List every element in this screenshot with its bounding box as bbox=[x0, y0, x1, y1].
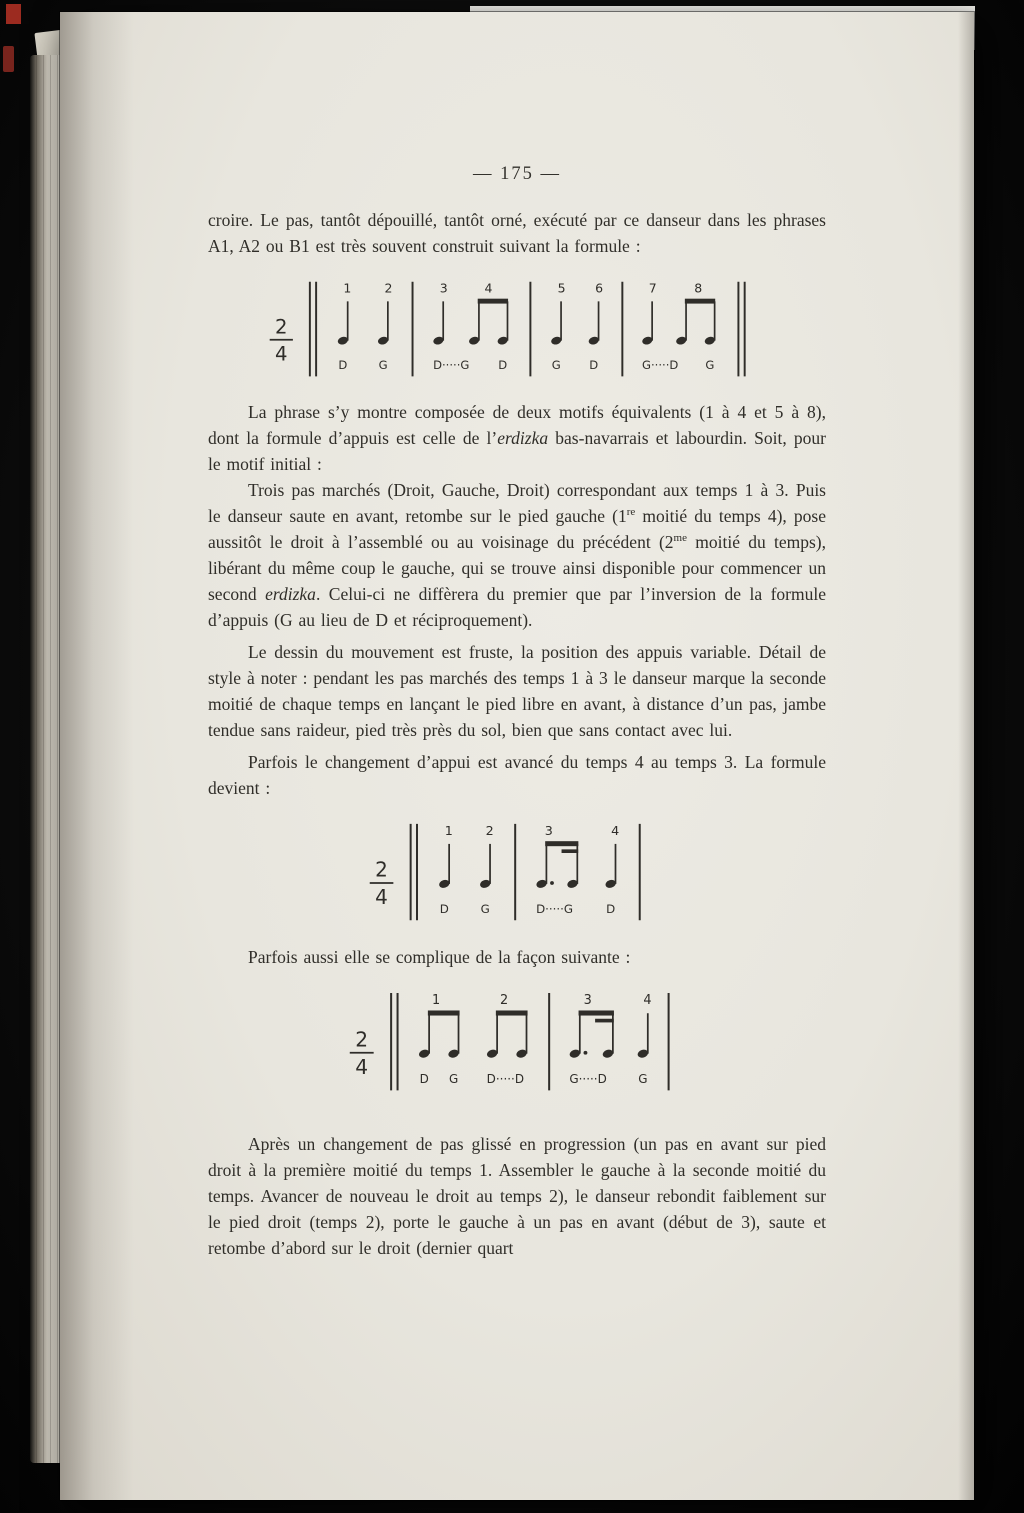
beat-numbers bbox=[432, 993, 652, 1008]
quarter-note-icon bbox=[479, 844, 491, 889]
page-number: — 175 — bbox=[473, 164, 561, 184]
svg-text:3: 3 bbox=[544, 823, 553, 839]
svg-text:4: 4 bbox=[611, 823, 620, 839]
svg-text:4: 4 bbox=[355, 1054, 369, 1079]
svg-text:D: D bbox=[589, 358, 599, 373]
quarter-note-icon bbox=[637, 1013, 650, 1059]
svg-text:3: 3 bbox=[583, 992, 592, 1008]
beam-icon bbox=[428, 1010, 460, 1015]
red-edge-mark bbox=[6, 4, 21, 24]
text-segment: Trois pas marchés (Droit, Gauche, Droit) correspondant aux temps 1 à 3. Puis le danseur saute en avant, retombe sur le pied gauche (1 bbox=[208, 480, 826, 527]
eighth-note-icon bbox=[704, 301, 716, 345]
eighth-note-icon bbox=[486, 1013, 499, 1059]
quarter-note-icon bbox=[588, 301, 600, 345]
step-letters bbox=[440, 902, 615, 916]
barlines bbox=[310, 282, 745, 377]
augmentation-dot-icon bbox=[584, 1050, 588, 1054]
rhythm-notation-1 bbox=[267, 271, 767, 385]
time-signature bbox=[350, 1027, 374, 1079]
paragraph-phrase bbox=[208, 399, 826, 477]
beat-numbers bbox=[343, 280, 702, 295]
eighth-note-icon bbox=[515, 1013, 528, 1059]
step-letters bbox=[420, 1072, 648, 1086]
svg-text:6: 6 bbox=[595, 280, 604, 296]
svg-text:G: G bbox=[638, 1071, 648, 1086]
svg-text:G: G bbox=[705, 358, 715, 373]
svg-text:G·····D: G·····D bbox=[569, 1071, 607, 1086]
svg-text:G: G bbox=[378, 358, 388, 373]
svg-text:5: 5 bbox=[557, 280, 566, 296]
quarter-note-icon bbox=[377, 301, 389, 345]
paragraph-dessin: Le dessin du mouvement est fruste, la position des appuis variable. Détail de style à noter : pendant les pas marchés des temps 1 à 3 le danseur marque la seconde moitié de chaque temps en lançant le pied libre en avant, à distance d’un pas, jambe tendue sans raideur, pied très près du sol, bien que sans contact avec lui. bbox=[208, 642, 826, 741]
svg-text:D: D bbox=[606, 902, 616, 917]
svg-text:D: D bbox=[419, 1071, 429, 1086]
italic-term: erdizka bbox=[265, 584, 316, 605]
svg-text:G·····D: G·····D bbox=[641, 358, 679, 373]
svg-text:8: 8 bbox=[694, 280, 703, 296]
partial-beam-icon bbox=[595, 1018, 614, 1022]
svg-text:2: 2 bbox=[275, 315, 288, 339]
svg-text:4: 4 bbox=[375, 885, 388, 910]
quarter-note-icon bbox=[337, 301, 349, 345]
book-gutter-pages bbox=[30, 55, 64, 1463]
svg-text:1: 1 bbox=[444, 823, 453, 839]
svg-text:D: D bbox=[338, 358, 348, 373]
paragraph-trois-pas bbox=[208, 477, 826, 633]
eighth-note-icon bbox=[447, 1013, 460, 1059]
red-edge-mark bbox=[3, 46, 14, 72]
beam-icon bbox=[496, 1010, 528, 1015]
paragraph-intro: croire. Le pas, tantôt dépouillé, tantôt orné, exécuté par ce danseur dans les phrases A1, A2 ou B1 est très souvent construit suivant la formule : bbox=[208, 210, 826, 256]
superscript: me bbox=[673, 532, 687, 545]
svg-text:2: 2 bbox=[384, 280, 393, 296]
quarter-note-icon bbox=[438, 844, 450, 889]
svg-text:1: 1 bbox=[343, 280, 352, 296]
svg-text:G: G bbox=[480, 902, 490, 917]
italic-term: erdizka bbox=[497, 428, 549, 449]
text-segment: moitié du temps), libérant du même coup le gauche, qui se trouve ainsi disponible pour commencer un second bbox=[208, 532, 826, 605]
superscript: re bbox=[626, 506, 636, 519]
paragraph-parfois-aussi: Parfois aussi elle se complique de la façon suivante : bbox=[248, 946, 631, 967]
svg-text:2: 2 bbox=[500, 992, 509, 1008]
eighth-note-icon bbox=[675, 301, 687, 345]
eighth-note-icon bbox=[468, 301, 480, 345]
beam-icon bbox=[685, 299, 715, 304]
text-segment: bas-navarrais et labourdin. Soit, pour le motif initial : bbox=[208, 428, 826, 475]
notes bbox=[337, 299, 716, 346]
dotted-eighth-note-icon bbox=[535, 844, 547, 889]
time-signature bbox=[370, 858, 394, 909]
rhythm-figure-1 bbox=[208, 271, 826, 385]
beam-icon bbox=[478, 299, 508, 304]
partial-beam-icon bbox=[562, 850, 579, 854]
svg-text:2: 2 bbox=[355, 1026, 369, 1051]
svg-text:7: 7 bbox=[648, 280, 657, 296]
text-segment: La phrase s’y montre composée de deux motifs équivalents (1 à 4 et 5 à 8), dont la formule d’appuis est celle de l’ bbox=[208, 402, 826, 449]
eighth-note-icon bbox=[497, 301, 509, 345]
svg-text:3: 3 bbox=[439, 280, 448, 296]
rhythm-figure-2 bbox=[208, 813, 826, 929]
beat-numbers bbox=[445, 823, 619, 838]
augmentation-dot-icon bbox=[550, 881, 554, 885]
svg-text:D: D bbox=[498, 358, 508, 373]
rhythm-figure-3 bbox=[208, 982, 826, 1100]
page-content bbox=[208, 12, 826, 1261]
time-signature bbox=[270, 315, 293, 365]
notes bbox=[418, 1010, 649, 1059]
svg-text:4: 4 bbox=[275, 342, 288, 366]
quarter-note-icon bbox=[641, 301, 653, 345]
quarter-note-icon bbox=[550, 301, 562, 345]
step-letters bbox=[338, 358, 714, 372]
svg-text:D·····G: D·····G bbox=[536, 902, 574, 917]
svg-text:2: 2 bbox=[485, 823, 494, 839]
svg-text:G: G bbox=[551, 358, 561, 373]
quarter-note-icon bbox=[432, 301, 444, 345]
notes bbox=[438, 841, 617, 889]
paragraph-apres: Après un changement de pas glissé en progression (un pas en avant sur pied droit à la première moitié du temps 1. Assembler le gauche à la seconde moitié du temps. Avancer de nouveau le droit au temps 2), le danseur rebondit faiblement sur le pied droit (temps 2), porte le gauche à un pas en avant (début de 3), saute et retombe d’abord sur le droit (dernier quart bbox=[208, 1134, 826, 1259]
text-segment: moitié du temps 4), pose aussitôt le droit à l’assemblé ou au voisinage du précédent (2 bbox=[208, 506, 826, 553]
beam-icon bbox=[579, 1010, 614, 1015]
svg-text:4: 4 bbox=[643, 992, 652, 1008]
svg-text:D·····G: D·····G bbox=[433, 358, 470, 373]
book-page bbox=[60, 12, 974, 1500]
svg-text:D·····D: D·····D bbox=[486, 1071, 525, 1086]
paragraph-parfois: Parfois le changement d’appui est avancé du temps 4 au temps 3. La formule devient : bbox=[208, 752, 826, 799]
rhythm-notation-3 bbox=[347, 982, 687, 1100]
svg-text:1: 1 bbox=[432, 992, 441, 1008]
text-segment: . Celui-ci ne diffèrera du premier que par l’inversion de la formule d’appuis (G au lieu de D et réciproquement). bbox=[208, 584, 826, 631]
svg-text:4: 4 bbox=[484, 280, 493, 296]
dotted-eighth-note-icon bbox=[569, 1013, 582, 1059]
rhythm-notation-2 bbox=[367, 813, 667, 929]
beam-icon bbox=[545, 841, 578, 846]
svg-text:2: 2 bbox=[375, 857, 388, 882]
eighth-note-icon bbox=[418, 1013, 431, 1059]
svg-text:G: G bbox=[448, 1071, 459, 1086]
quarter-note-icon bbox=[604, 844, 616, 889]
svg-text:D: D bbox=[439, 902, 449, 917]
